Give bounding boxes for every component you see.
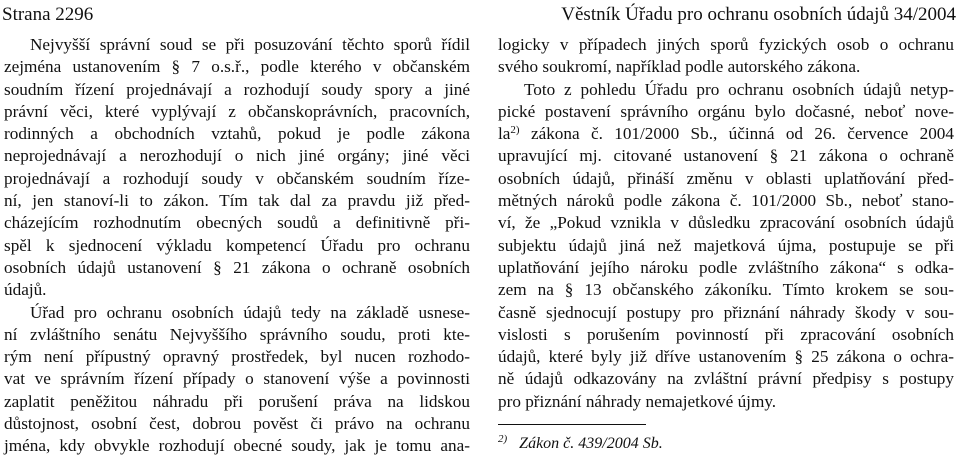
text-line: uplatňování jejího nároku podle zvláštního zákona“ s odka- — [498, 257, 954, 277]
text-line: zejména ustanovením § 7 o.s.ř., podle kterého v občanském — [4, 57, 470, 77]
footnote-text: Zákon č. 439/2004 Sb. — [519, 435, 663, 452]
text-line: Nejvyšší správní soud se při posuzování těchto sporů řídil — [30, 35, 470, 54]
text-line: jména, kdy obvykle rozhodují obecné soudy, jak je tomu ana- — [4, 436, 470, 456]
text-line: ví, že „Pokud vznikla v důsledku zpracování osobních údajů — [498, 213, 954, 233]
text-line: ní, jen stanoví-li to zákon. Tím tak dal za pravdu již před- — [4, 191, 470, 211]
text-line: svého soukromí, například podle autorského zákona. — [498, 57, 861, 77]
text-line: osobních údajů ustanovení § 21 zákona o ochraně osobních — [4, 257, 470, 277]
footnote — [498, 434, 663, 454]
text-line: logicky v případech jiných sporů fyzických osob o ochranu — [498, 35, 954, 54]
text-line: pické postavení správního orgánu bylo dočasné, neboť nove- — [498, 101, 954, 121]
text-line: rodinných a obchodních vztahů, pokud je podle zákona — [4, 124, 470, 144]
text-line: Toto z pohledu Úřadu pro ochranu osobních údajů netyp- — [524, 79, 954, 99]
text-line: osobních údajů, přináší změnu v oblasti uplatňování před- — [498, 168, 954, 188]
text-line: upravující mj. citované ustanovení § 21 zákona o ochraně — [498, 146, 954, 166]
text-line: ně údajů odkazovány na zvláštní právní předpisy s postupy — [498, 369, 954, 389]
text-line: cházejícím rozhodnutím obecných soudů a definitivně při- — [4, 213, 470, 233]
footnote-number: 2) — [498, 433, 508, 445]
text-line: projednávají a rozhodují soudy v občanském soudním říze- — [4, 168, 470, 188]
text-line: údajů, které byly již dříve ustanovením § 25 zákona o ochra- — [498, 347, 954, 367]
text-line: mětných nároků podle zákona č. 101/2000 Sb., neboť stano- — [498, 191, 954, 211]
journal-title: Věstník Úřadu pro ochranu osobních údajů 34/2004 — [561, 4, 956, 25]
text-line: pro přiznání náhrady nemajetkové újmy. — [498, 391, 777, 411]
text-line: zaplatit peněžitou náhradu při porušení práva na lidskou — [4, 391, 470, 411]
text-line: právní věci, které vyplývají z občanskoprávních, pracovních, — [4, 101, 470, 121]
page-header — [0, 0, 960, 30]
text-line: soudním řízení projednávají a rozhodují soudy spory a jiné — [4, 79, 470, 99]
text-line: vislosti s porušením povinností při zpracování osobních — [498, 324, 954, 344]
text-line: subjektu údajů jiná než majetková újma, postupuje se při — [498, 235, 954, 255]
footnote-reference[interactable]: 2) — [510, 124, 520, 137]
text-line: neprojednávají a nerozhodují o nich jiné orgány; jiné věci — [4, 146, 470, 166]
text-line: Úřad pro ochranu osobních údajů tedy na základě usnese- — [30, 302, 470, 322]
footnote-divider — [498, 424, 646, 425]
text-line: časně sjednocují postupy pro přiznání náhrady škody v sou- — [498, 302, 954, 322]
right-column — [498, 34, 954, 413]
text-line: důstojnost, osobní čest, dobrou pověst či právo na ochranu — [4, 414, 470, 434]
text-line-with-footnote-ref — [498, 123, 954, 145]
page-number: Strana 2296 — [2, 4, 94, 25]
text-line: rým není přípustný opravný prostředek, byl nucen rozhodo- — [4, 347, 470, 367]
text-line: spěl k sjednocení výkladu kompetencí Úřadu pro ochranu — [4, 235, 470, 255]
left-column — [4, 34, 470, 458]
text-line: zem na § 13 občanského zákoníku. Tímto krokem se sou- — [498, 280, 954, 300]
text-fragment: zákona č. 101/2000 Sb., účinná od 26. července 2004 — [519, 124, 954, 144]
text-line: údajů. — [4, 280, 47, 300]
text-fragment: la — [498, 124, 511, 144]
text-line: ní zvláštního senátu Nejvyššího správního soudu, proti kte- — [4, 324, 470, 344]
text-line: vat ve správním řízení případy o stanovení výše a povinnosti — [4, 369, 470, 389]
